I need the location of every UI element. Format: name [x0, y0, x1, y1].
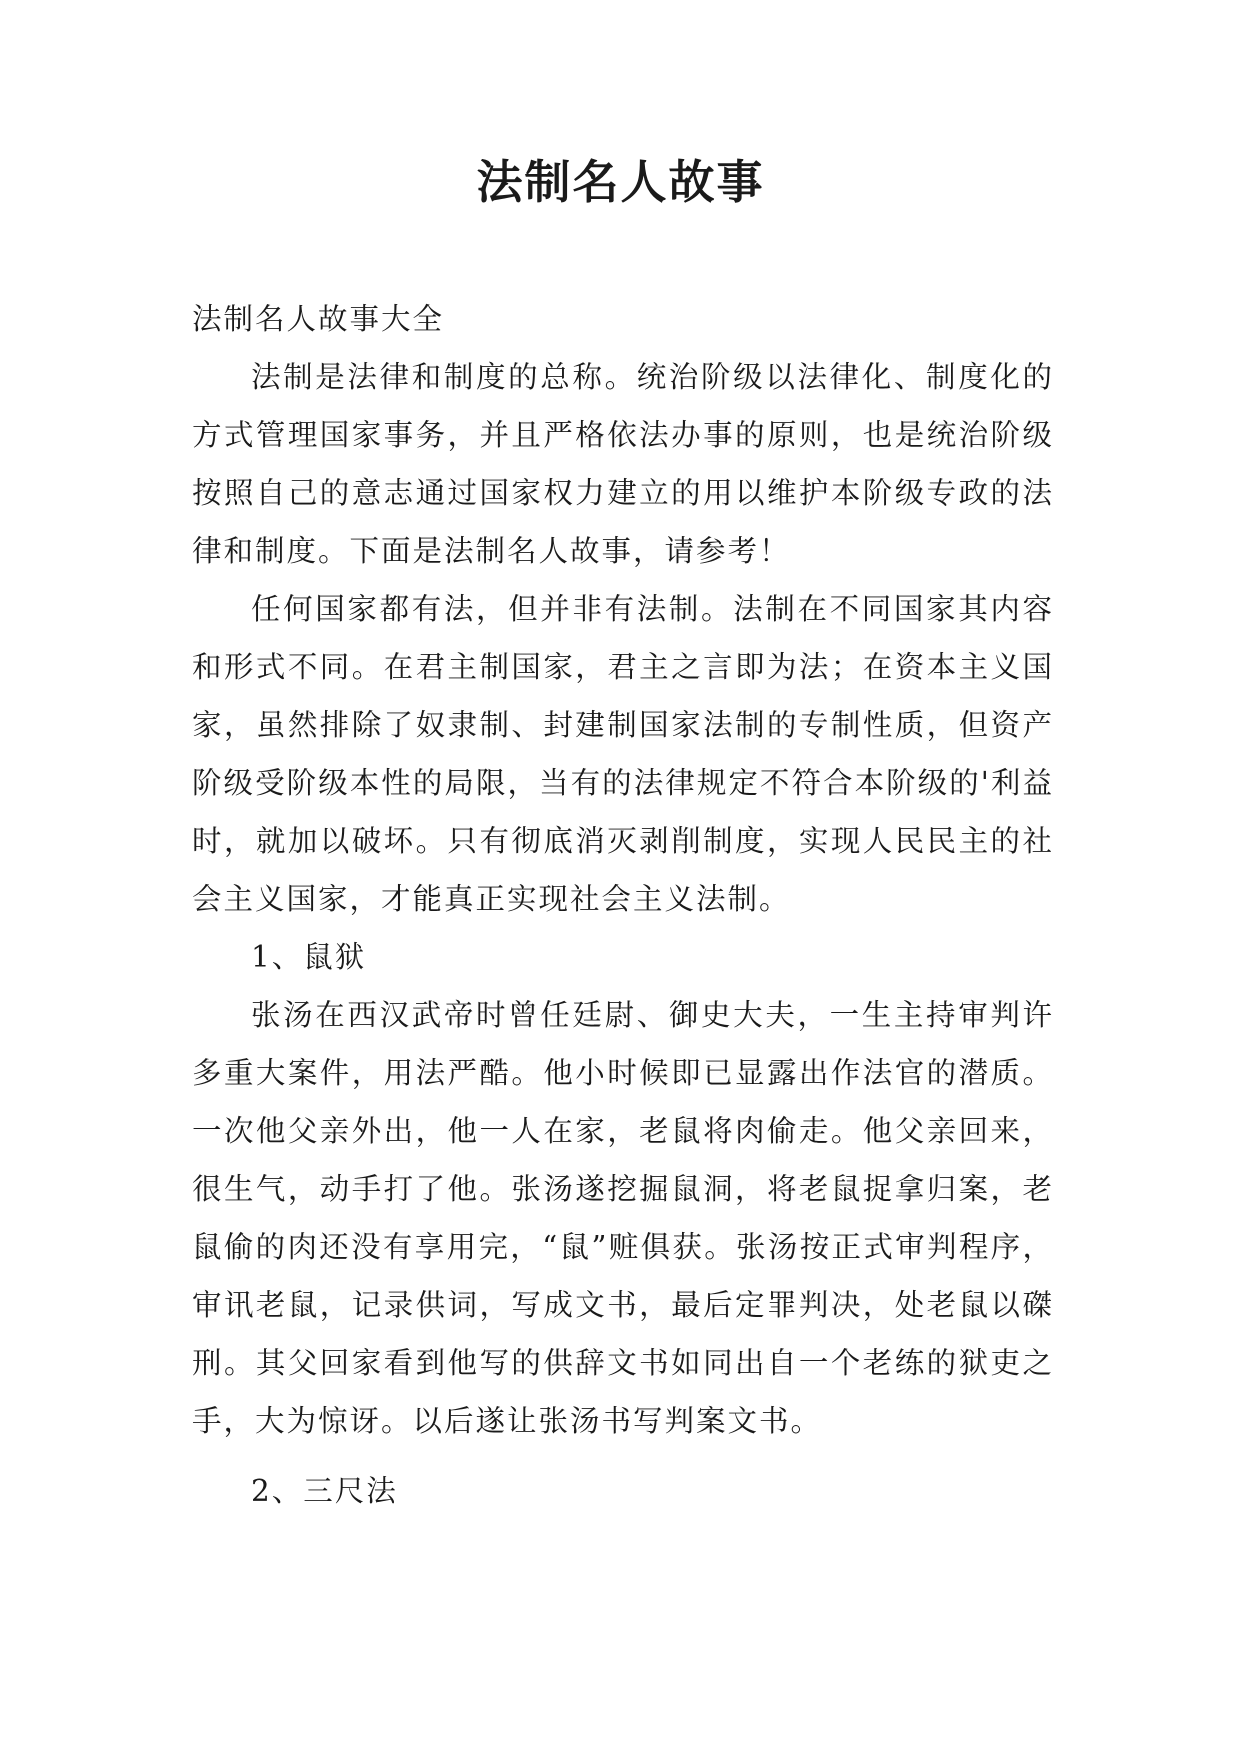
context-paragraph: 任何国家都有法，但并非有法制。法制在不同国家其内容和形式不同。在君主制国家，君主之言即为法；在资本主义国家，虽然排除了奴隶制、封建制国家法制的专制性质，但资产阶级受阶级本性的局限，当有的法律规定不符合本阶级的'利益时，就加以破坏。只有彻底消灭剥削制度，实现人民民主的社会主义国家，才能真正实现社会主义法制。	[192, 592, 1054, 916]
section-heading-1: 1、鼠狱	[251, 940, 367, 974]
intro-paragraph: 法制是法律和制度的总称。统治阶级以法律化、制度化的方式管理国家事务，并且严格依法办事的原则，也是统治阶级按照自己的意志通过国家权力建立的用以维护本阶级专政的法律和制度。下面是法制名人故事，请参考！	[192, 360, 1054, 568]
document-subtitle: 法制名人故事大全	[192, 302, 445, 336]
section-1-text: 张汤在西汉武帝时曾任廷尉、御史大夫，一生主持审判许多重大案件，用法严酷。他小时候即已显露出作法官的潜质。一次他父亲外出，他一人在家，老鼠将肉偷走。他父亲回来，很生气，动手打了他。张汤遂挖掘鼠洞，将老鼠捉拿归案，老鼠偷的肉还没有享用完，“鼠”赃俱获。张汤按正式审判程序，审讯老鼠，记录供词，写成文书，最后定罪判决，处老鼠以磔刑。其父回家看到他写的供辞文书如同出自一个老练的狱吏之手，大为惊讶。以后遂让张汤书写判案文书。	[192, 998, 1054, 1438]
document-title: 法制名人故事	[476, 155, 765, 209]
section-heading-2: 2、三尺法	[251, 1474, 398, 1508]
document-body	[192, 290, 1054, 1520]
